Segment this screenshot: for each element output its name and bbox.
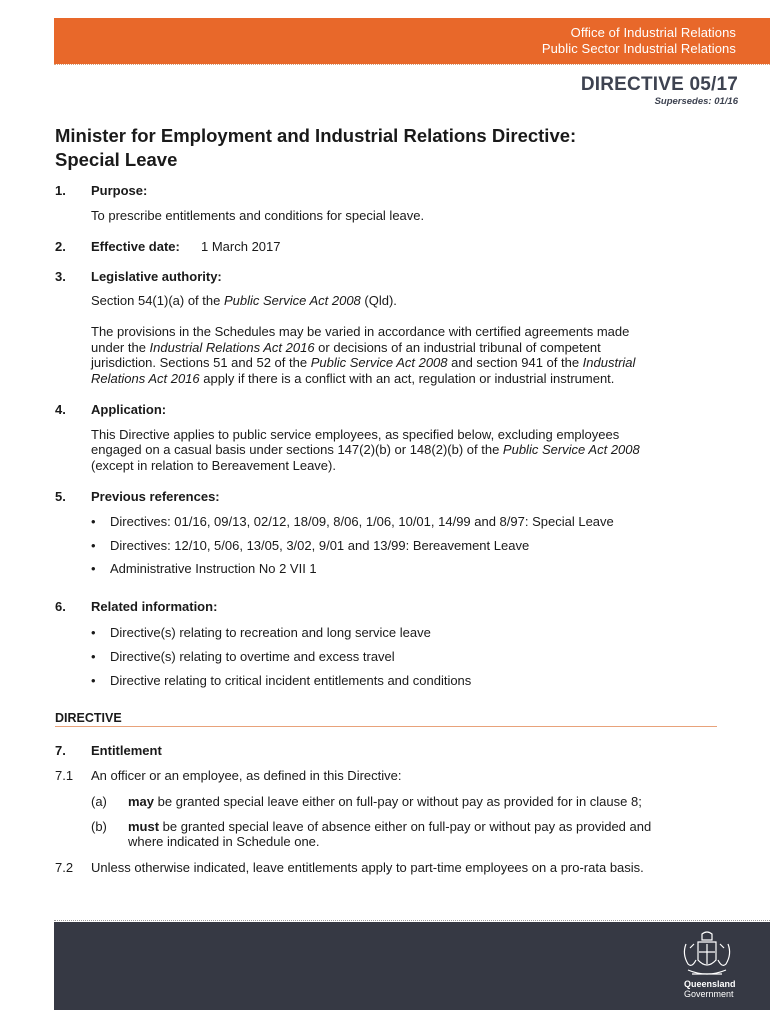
section-heading-effective-date: Effective date:: [91, 239, 180, 254]
clause-option-label: (b): [91, 819, 107, 834]
application-line: (except in relation to Bereavement Leave).: [91, 458, 336, 473]
footer-banner: [54, 922, 770, 1010]
queensland-coat-of-arms-icon: [678, 930, 736, 980]
clause-option-label: (a): [91, 794, 107, 809]
legislative-paragraph-line: under the Industrial Relations Act 2016 or decisions of an industrial tribunal of competent: [91, 340, 601, 355]
list-item: Directive relating to critical incident entitlements and conditions: [110, 673, 472, 688]
section-heading-legislative-authority: Legislative authority:: [91, 269, 222, 284]
section-number: 1.: [55, 183, 66, 198]
section-number: 7.: [55, 743, 66, 758]
footer-divider: [54, 920, 770, 921]
section-heading-previous-references: Previous references:: [91, 489, 220, 504]
legislative-line: Section 54(1)(a) of the Public Service Act 2008 (Qld).: [91, 293, 397, 308]
directive-number: DIRECTIVE 05/17: [580, 74, 738, 95]
bullet-icon: •: [91, 514, 96, 529]
clause-option-text: may be granted special leave either on full-pay or without pay as provided for in clause 8;: [128, 794, 642, 809]
supersedes-note: Supersedes: 01/16: [654, 96, 738, 107]
section-heading-application: Application:: [91, 402, 167, 417]
section-heading-entitlement: Entitlement: [91, 743, 162, 758]
list-item: Directive(s) relating to overtime and excess travel: [110, 649, 395, 664]
footer-government-label: Government: [684, 989, 734, 999]
document-title-line1: Minister for Employment and Industrial Relations Directive:: [55, 125, 577, 146]
section-number: 5.: [55, 489, 66, 504]
section-number: 2.: [55, 239, 66, 254]
legislative-paragraph-line: jurisdiction. Sections 51 and 52 of the Public Service Act 2008 and section 941 of the Industrial: [91, 355, 636, 370]
clause-number: 7.2: [55, 860, 74, 875]
clause-number: 7.1: [55, 768, 74, 783]
document-title: [55, 124, 735, 172]
application-line: This Directive applies to public service employees, as specified below, excluding employees: [91, 427, 620, 442]
effective-date-value: 1 March 2017: [201, 239, 281, 254]
purpose-text: To prescribe entitlements and conditions for special leave.: [91, 208, 425, 223]
sector-name: Public Sector Industrial Relations: [541, 41, 736, 56]
bullet-icon: •: [91, 538, 96, 553]
directive-section-rule: [55, 726, 717, 727]
section-number: 6.: [55, 599, 66, 614]
clause-text: Unless otherwise indicated, leave entitlements apply to part-time employees on a pro-rata basis.: [91, 860, 644, 875]
clause-text: An officer or an employee, as defined in this Directive:: [91, 768, 402, 783]
bullet-icon: •: [91, 625, 96, 640]
header-divider: [54, 64, 770, 65]
clause-option-text-continued: where indicated in Schedule one.: [128, 834, 320, 849]
application-line: engaged on a casual basis under sections 147(2)(b) or 148(2)(b) of the Public Service Act 2008: [91, 442, 640, 457]
directive-section-heading: DIRECTIVE: [55, 711, 122, 725]
section-heading-purpose: Purpose:: [91, 183, 148, 198]
list-item: Directive(s) relating to recreation and long service leave: [110, 625, 431, 640]
list-item: Directives: 12/10, 5/06, 13/05, 3/02, 9/01 and 13/99: Bereavement Leave: [110, 538, 530, 553]
section-heading-related-information: Related information:: [91, 599, 218, 614]
bullet-icon: •: [91, 649, 96, 664]
bullet-icon: •: [91, 673, 96, 688]
legislative-paragraph-line: Relations Act 2016 apply if there is a conflict with an act, regulation or industrial instrument.: [91, 371, 615, 386]
list-item: Administrative Instruction No 2 VII 1: [110, 561, 317, 576]
section-number: 3.: [55, 269, 66, 284]
legislative-paragraph-line: The provisions in the Schedules may be varied in accordance with certified agreements made: [91, 324, 630, 339]
section-number: 4.: [55, 402, 66, 417]
footer-state-name: Queensland: [684, 979, 736, 989]
bullet-icon: •: [91, 561, 96, 576]
clause-option-text: must be granted special leave of absence either on full-pay or without pay as provided and: [128, 819, 652, 834]
list-item: Directives: 01/16, 09/13, 02/12, 18/09, 8/06, 1/06, 10/01, 14/99 and 8/97: Special Leave: [110, 514, 614, 529]
document-title-line2: Special Leave: [55, 149, 178, 170]
office-name: Office of Industrial Relations: [570, 25, 736, 40]
